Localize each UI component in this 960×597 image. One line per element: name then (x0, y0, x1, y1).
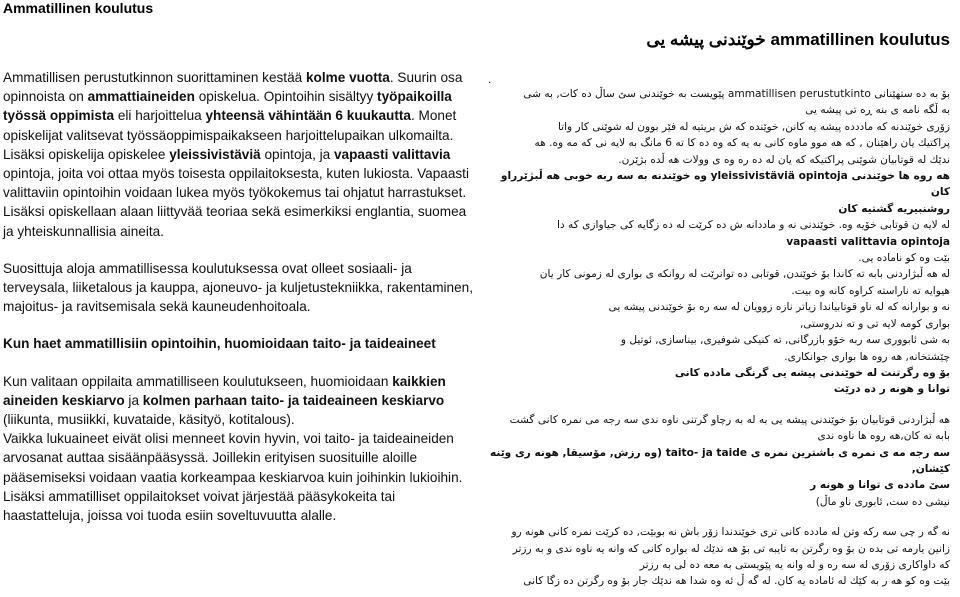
rtl-line: توانا و هونه ر ده درێت (833, 383, 950, 396)
text-run: yhteensä vähintään 6 kuukautta (205, 108, 411, 124)
section-heading: Kun haet ammatillisiin opintoihin, huomioidaan taito- ja taideaineet (3, 336, 436, 352)
text-run: . Suurin osa opinnoista on (3, 70, 463, 105)
rtl-line: بێت وه كو هه ر به كێك له ئاماده یه كان. له گه ڵ ئه وه شدا هه ندێك جار بۆ وه رگرتن ده زگا كانی (523, 575, 950, 588)
text-run: opintoja, ja (260, 146, 334, 162)
paragraph-1 (3, 68, 473, 241)
rtl-line: سێ مادده ی توانا و هونه ر (810, 479, 950, 492)
rtl-line: چێشتخانه, هه روه ها بواری جوانكاری. (784, 350, 950, 363)
paragraph-4: Vaikka lukuaineet eivät olisi menneet kovin hyvin, voi taito- ja taideaineiden arvosanat auttaa sisäänpääsyssä. Joillekin erityisen suosituille aloille pääsemiseksi voidaan vaatia korkeampaa keskiarvoa kuin joihinkin lukioihin. Lisäksi ammatilliset oppilaitokset voivat järjestää pääsykokeita tai haastatteluja, joissa voi tuoda esiin soveltuvuutta alalle. (3, 431, 463, 524)
rtl-line: بۆ به ده ستهێنانی ammatillisen perustutkinto پێویست به خوێندنی سێ ساڵ ده كات, به شی (523, 88, 950, 100)
rtl-line: ندێك له قوتابیان شوێنی پراكتیكه كه یان له ده ره وه ی وولات هه ڵده بژێرن. (618, 153, 950, 166)
rtl-line (485, 510, 950, 524)
separator-dot: . (488, 72, 492, 86)
rtl-line: بواری كومه لایه تی و ته ندروستی, (799, 317, 950, 330)
page-title-right: ammatillinen koulutus خوێندنی پیشە یی (646, 30, 950, 49)
text-run: ja (124, 392, 143, 408)
rtl-line: زۆری خوێندنه كه ماددده پیشه یه كانن, خوێنده كه ش بریتیه له فێر بوون له شوێنی كار واتا (557, 120, 950, 133)
rtl-line: پراكتیك یان راهێنان , كه هه موو ماوه كانی به یه كه وه ده كا ته 6 مانگ به لایه نی كه مه وه. هه (534, 137, 950, 150)
rtl-line (485, 398, 950, 412)
rtl-line: هه روه ها خوێندنی yleissivistäviä opintoja وه خوێندنه به سه ربه خوبی هه ڵبژێرراو كان (500, 170, 950, 199)
text-run: kolmen parhaan taito- ja taideaineen keskiarvo (142, 392, 445, 408)
text-run: kaikkien aineiden keskiarvo (3, 373, 446, 408)
rtl-line: له لایه ن قوتابی خۆیه وه. خوێندنی نه و ماددانه ش ده كرێت له ده زگایه كی جیاوازی كه دا (557, 219, 950, 232)
rtl-line: vapaasti valittavia opintoja (786, 235, 950, 248)
left-column (3, 68, 473, 525)
rtl-line: هیوایه ته ناراسته كراوه كانه وه بیت. (791, 284, 950, 297)
rtl-line: بابه ته كان,هه روه ها ناوه ندی (817, 430, 950, 443)
paragraph-2: Suosittuja aloja ammatillisessa koulutuksessa ovat olleet sosiaali- ja terveysala, liiketalous ja kauppa, ajoneuvo- ja kuljetustekniikka, rakentaminen, majoitus- ja ravitsemisala sekä kauneudenhoitoala. (3, 260, 473, 315)
paragraph-3 (3, 372, 473, 430)
text-run: opiskelua. Opintoihin sisältyy (194, 89, 378, 105)
rtl-line: له هه ڵبژاردنی بابه ته كاندا بۆ خوێندن, قوتابی ده توانرێت له روانكه ی بواری له زمونی كار یان (539, 268, 950, 281)
rtl-line: روشنبیریه گشتیه كان (838, 202, 950, 215)
text-run: . Monet opiskelijat valitsevat työssäoppimispaikakseen harjoittelupaikan ulkomailta. Lisäksi opiskelija opiskelee (3, 108, 457, 162)
text-run: opintoja, joita voi ottaa myös toisesta oppilaitoksesta, kuten lukiosta. Vapaasti valittaviin opintoihin voidaan lukea myös työkokemus tai ohjatut harrastukset. Lisäksi opiskellaan alaan liittyvää teoriaa sekä esimerkiksi englantia, suomea ja yhteiskunnallisia aineita. (3, 166, 469, 239)
rtl-line: به شی ئابووری سه ربه خۆو بازرگانی, ته كنیكی شوفیری, بیناسازی, ئوتیل و (620, 334, 950, 347)
text-run: (liikunta, musiikki, kuvataide, käsityö, kotitalous). (3, 412, 295, 428)
rtl-line: زانین یارمه تی بده ن بۆ وه رگرتن به تایبه تی بۆ هه ندێك له بواره كانی كه وانه یه ناوه ندی و به رزتر (512, 542, 950, 555)
text-run: eli harjoittelua (114, 108, 206, 124)
page-title-left: Ammatillinen koulutus (3, 0, 154, 16)
text-run: Kun valitaan oppilaita ammatilliseen koulutukseen, huomioidaan (3, 373, 393, 389)
rtl-line: نیشی ده ست, ئابوری ناو ماڵ) (815, 495, 950, 508)
text-run: työpaikoilla työssä oppimista (3, 89, 452, 124)
text-run: kolme vuotta (306, 70, 390, 85)
text-run: Ammatillisen perustutkinnon suorittaminen kestää (3, 70, 306, 85)
rtl-line: بێت وه كو ناماده یی. (858, 252, 950, 265)
rtl-line: بۆ وه رگرتنت له خوێندنی پیشه یی گرنگی مادده كانی (674, 366, 950, 379)
rtl-line: نه گه ر چی سه ركه وتن له مادده كانی تری خوێندندا زۆر باش نه بوبێت, ده كرێت نمره كانی هونه رو (511, 526, 950, 539)
right-column (485, 86, 950, 590)
rtl-line: هه ڵبژاردنی قوتابیان بۆ خوێندنی پیشه یی به له به رچاو گرتنی ناوه ندی سه رجه می نمره كانی گشت (509, 413, 950, 426)
rtl-line: سه رجه مه ی نمره ی باشترین نمره ی taito- ja taide (وه رزش, مۆسیقا, هونه ری وێنه كێشان, (489, 446, 950, 475)
text-run: ammattiaineiden (87, 89, 195, 105)
text-run: yleissivistäviä (169, 146, 261, 162)
text-run: vapaasti valittavia (334, 146, 451, 162)
rtl-line: نه و بوارانه كه له ناو قوتابیاندا زیاتر نازه زوویان له سه ره بۆ خوێندنی پیشه یی (608, 301, 950, 314)
rtl-line: كه داواكاری زۆری له سه ره و له وانه یه پێویستی به معه ده لی به رزتر (639, 558, 950, 571)
rtl-line: به ڵگه نامه ی بنه ڕه تی پیشه یی (805, 104, 950, 117)
